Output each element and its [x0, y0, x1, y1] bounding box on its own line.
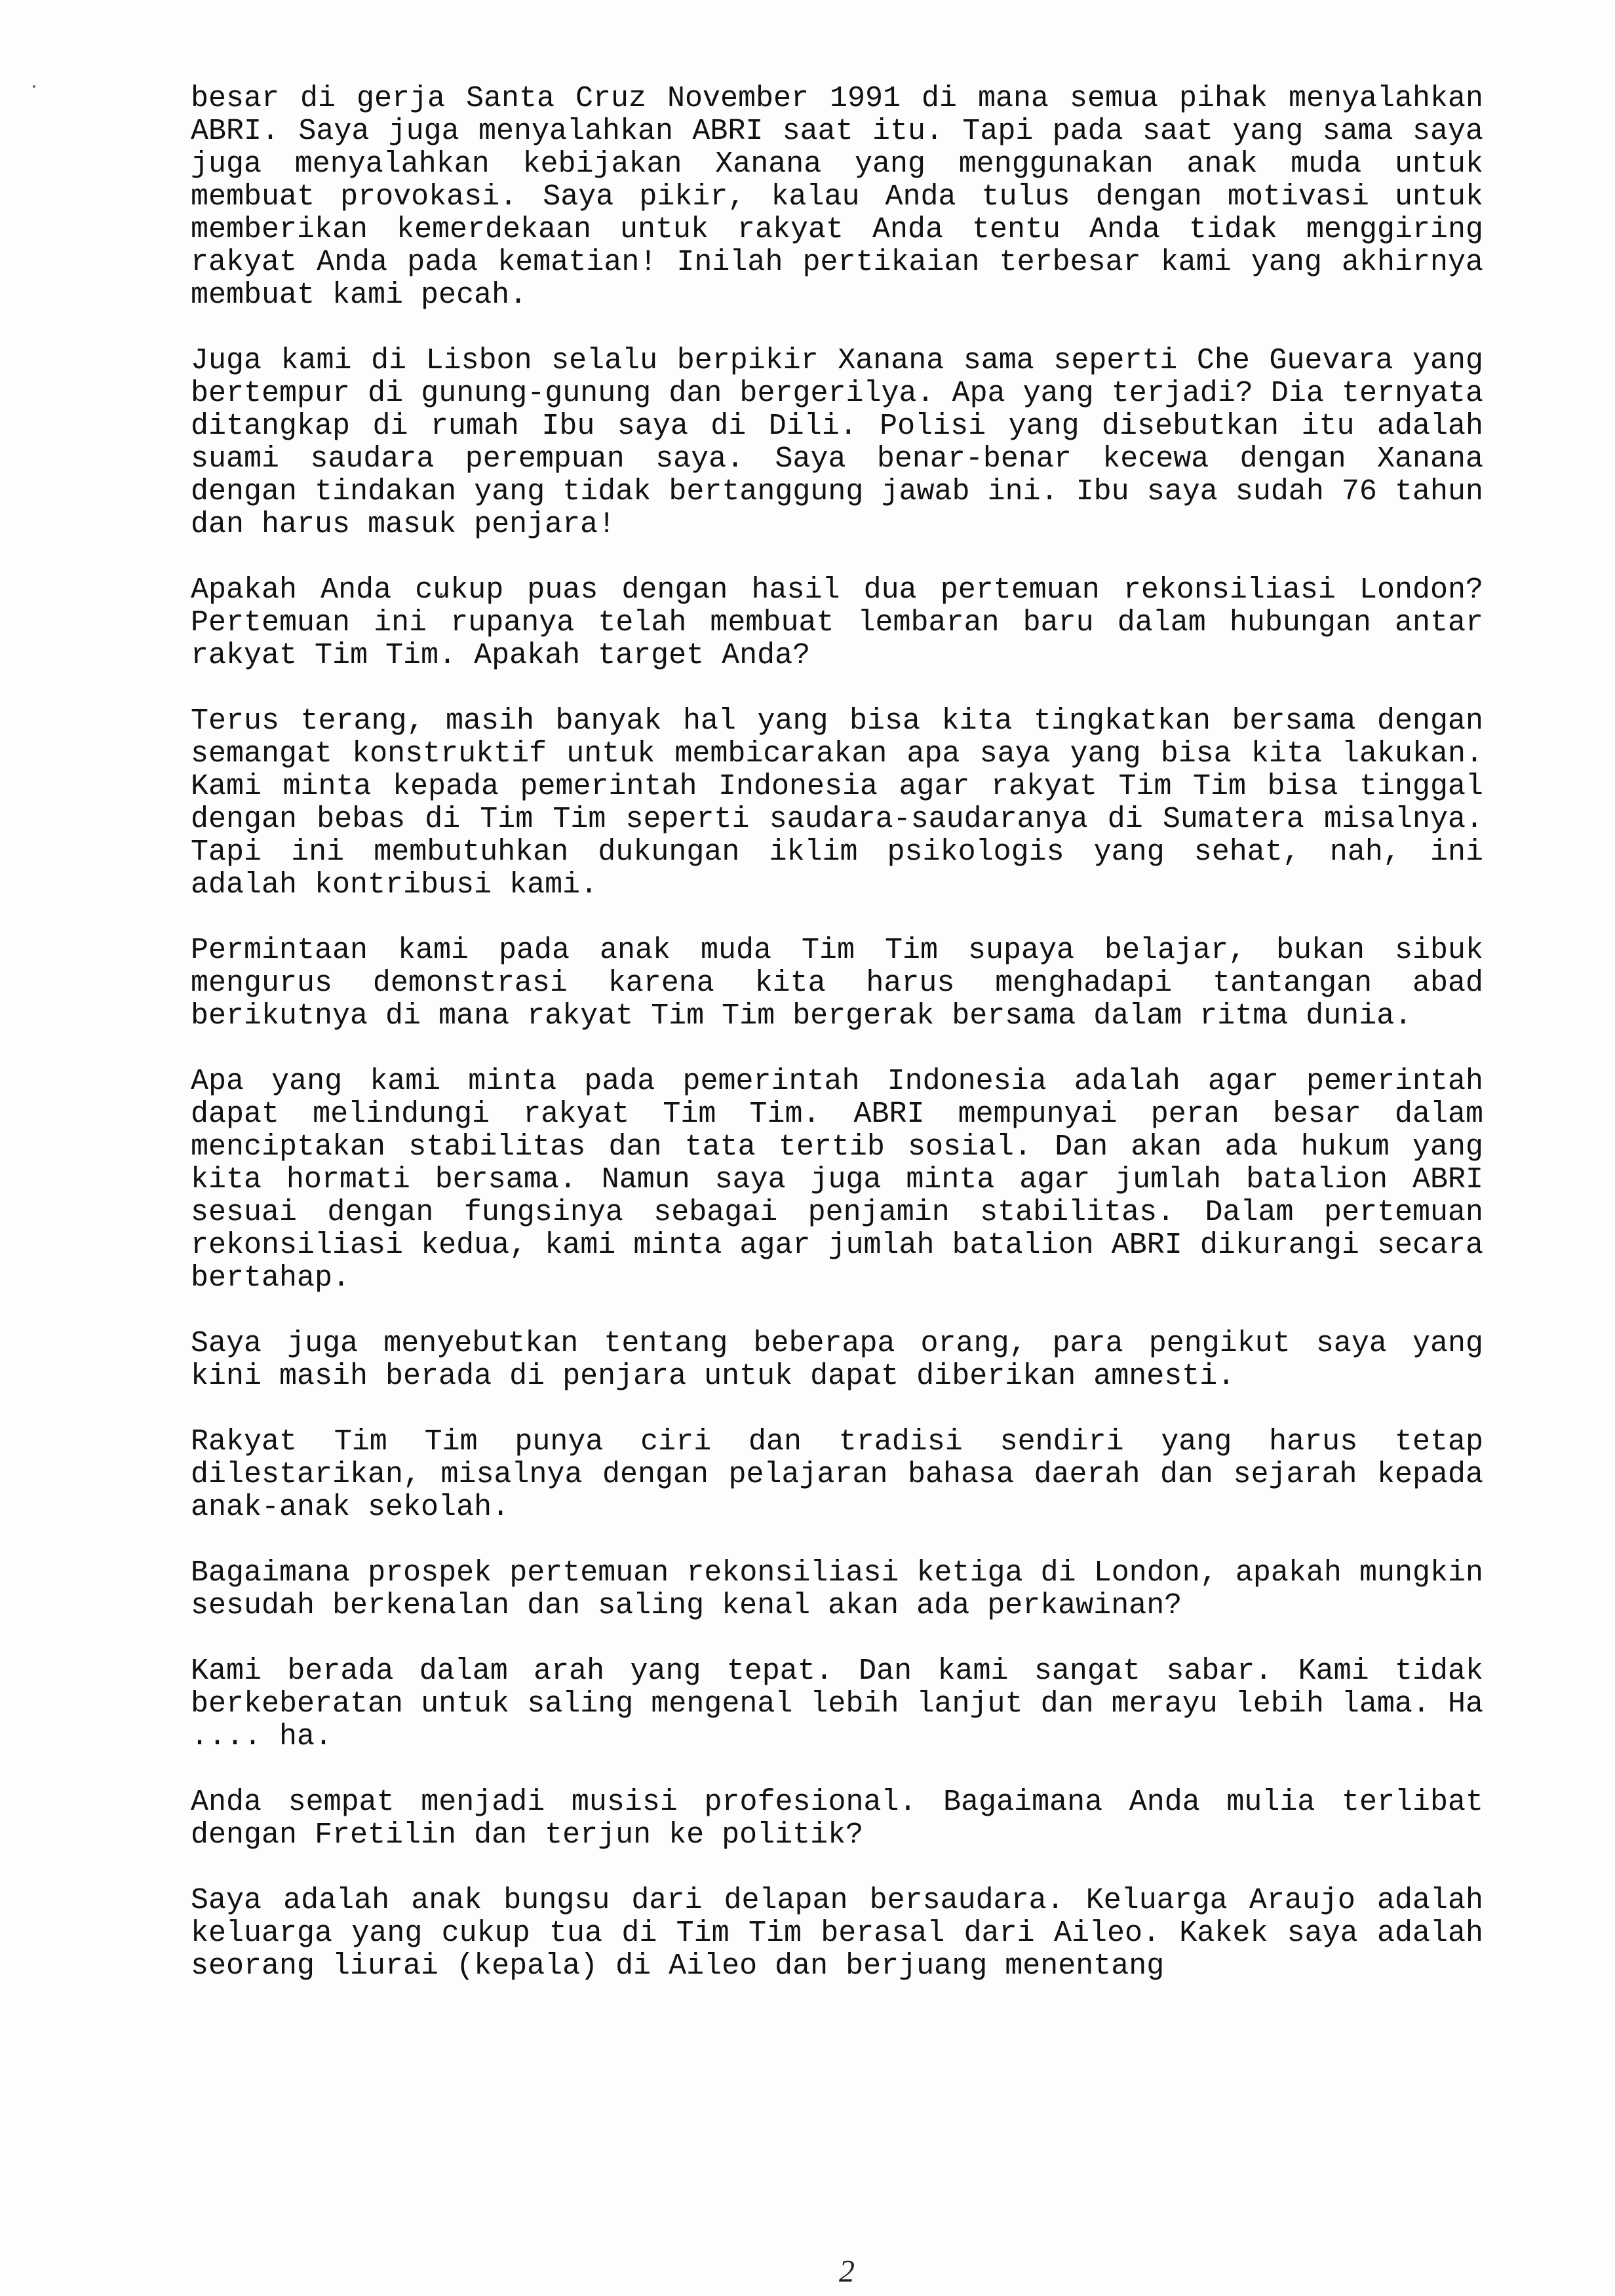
scan-speck	[33, 85, 35, 88]
paragraph-6: Saya juga menyebutkan tentang beberapa orang, para pengikut saya yang kini masih berada di penjara untuk dapat diberikan amnesti.	[191, 1327, 1483, 1393]
question-1: Apakah Anda cukup puas dengan hasil dua pertemuan rekonsiliasi London? Pertemuan ini rupanya telah membuat lembaran baru dalam hubungan antar rakyat Tim Tim. Apakah target Anda?	[191, 573, 1483, 672]
body-text	[191, 83, 1483, 2016]
paragraph-9: Saya adalah anak bungsu dari delapan bersaudara. Keluarga Araujo adalah keluarga yang cukup tua di Tim Tim berasal dari Aileo. Kakek saya adalah seorang liurai (kepala) di Aileo dan berjuang menentang	[191, 1884, 1483, 1983]
paragraph-5: Apa yang kami minta pada pemerintah Indonesia adalah agar pemerintah dapat melindungi rakyat Tim Tim. ABRI mempunyai peran besar dalam menciptakan stabilitas dan tata tertib sosial. Dan akan ada hukum yang kita hormati bersama. Namun saya juga minta agar jumlah batalion ABRI sesuai dengan fungsinya sebagai penjamin stabilitas. Dalam pertemuan rekonsiliasi kedua, kami minta agar jumlah batalion ABRI dikurangi secara bertahap.	[191, 1065, 1483, 1295]
paragraph-7: Rakyat Tim Tim punya ciri dan tradisi sendiri yang harus tetap dilestarikan, misalnya dengan pelajaran bahasa daerah dan sejarah kepada anak-anak sekolah.	[191, 1425, 1483, 1524]
paragraph-1: besar di gerja Santa Cruz November 1991 di mana semua pihak menyalahkan ABRI. Saya juga menyalahkan ABRI saat itu. Tapi pada saat yang sama saya juga menyalahkan kebijakan Xanana yang menggunakan anak muda untuk membuat provokasi. Saya pikir, kalau Anda tulus dengan motivasi untuk memberikan kemerdekaan untuk rakyat Anda tentu Anda tidak menggiring rakyat Anda pada kematian! Inilah pertikaian terbesar kami yang akhirnya membuat kami pecah.	[191, 82, 1483, 312]
question-2: Bagaimana prospek pertemuan rekonsiliasi ketiga di London, apakah mungkin sesudah berkenalan dan saling kenal akan ada perkawinan?	[191, 1556, 1483, 1622]
paragraph-3: Terus terang, masih banyak hal yang bisa kita tingkatkan bersama dengan semangat konstruktif untuk membicarakan apa saya yang bisa kita lakukan. Kami minta kepada pemerintah Indonesia agar rakyat Tim Tim bisa tinggal dengan bebas di Tim Tim seperti saudara-saudaranya di Sumatera misalnya. Tapi ini membutuhkan dukungan iklim psikologis yang sehat, nah, ini adalah kontribusi kami.	[191, 704, 1483, 902]
paragraph-8: Kami berada dalam arah yang tepat. Dan kami sangat sabar. Kami tidak berkeberatan untuk saling mengenal lebih lanjut dan merayu lebih lama. Ha .... ha.	[191, 1655, 1483, 1753]
question-3: Anda sempat menjadi musisi profesional. Bagaimana Anda mulia terlibat dengan Fretilin dan terjun ke politik?	[191, 1786, 1483, 1852]
paragraph-2: Juga kami di Lisbon selalu berpikir Xanana sama seperti Che Guevara yang bertempur di gunung-gunung dan bergerilya. Apa yang terjadi? Dia ternyata ditangkap di rumah Ibu saya di Dili. Polisi yang disebutkan itu adalah suami saudara perempuan saya. Saya benar-benar kecewa dengan Xanana dengan tindakan yang tidak bertanggung jawab ini. Ibu saya sudah 76 tahun dan harus masuk penjara!	[191, 344, 1483, 541]
paragraph-4: Permintaan kami pada anak muda Tim Tim supaya belajar, bukan sibuk mengurus demonstrasi karena kita harus menghadapi tantangan abad berikutnya di mana rakyat Tim Tim bergerak bersama dalam ritma dunia.	[191, 934, 1483, 1033]
page-number: 2	[839, 2254, 855, 2289]
